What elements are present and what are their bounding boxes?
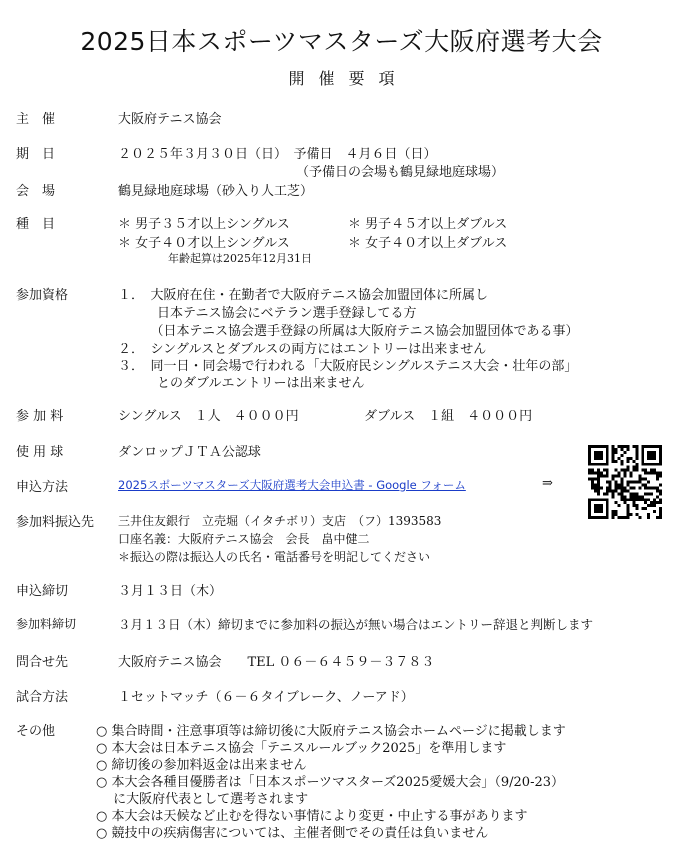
other-line: ○ 本大会各種目優勝者は「日本スポーツマスターズ2025愛媛大会」（9/20-23） — [96, 775, 565, 790]
fee-label: 参 加 料 — [16, 409, 64, 424]
organizer-value: 大阪府テニス協会 — [118, 112, 222, 127]
other-line: ○ 締切後の参加料返金は出来ません — [96, 758, 307, 773]
page-subtitle: 開催要項 — [288, 69, 409, 88]
eligibility-line: １． 大阪府在住・在勤者で大阪府テニス協会加盟団体に所属し — [118, 288, 488, 303]
event-item: ＊ 女子４０才以上ダブルス — [348, 236, 508, 251]
dates-note: （予備日の会場も鶴見緑地庭球場） — [296, 165, 505, 180]
arrow-icon: ⇒ — [542, 476, 553, 491]
format-value: １セットマッチ（６－６タイブレーク、ノーアド） — [118, 690, 414, 705]
page-title: 2025日本スポーツマスターズ大阪府選考大会 — [80, 27, 603, 56]
organizer-label: 主 催 — [16, 112, 56, 127]
deadline-label: 申込締切 — [16, 584, 69, 599]
eligibility-line: （日本テニス協会選手登録の所属は大阪府テニス協会加盟団体である事） — [118, 324, 579, 339]
other-line: ○ 本大会は天候など止むを得ない事情により変更・中止する事があります — [96, 809, 528, 824]
other-line: ○ 本大会は日本テニス協会「テニスルールブック2025」を準用します — [96, 741, 507, 756]
deadline-value: ３月１３日（木） — [118, 584, 223, 599]
ball-value: ダンロップＪＴＡ公認球 — [118, 445, 261, 460]
fee-deadline-value: ３月１３日（木）締切までに参加料の振込が無い場合はエントリー辞退と判断します — [118, 617, 594, 632]
event-item: ＊ 女子４０才以上シングルス — [118, 236, 290, 251]
venue-label: 会 場 — [16, 184, 56, 199]
eligibility-line: ２． シングルスとダブルスの両方にはエントリーは出来ません — [118, 342, 487, 357]
other-line: に大阪府代表として選考されます — [96, 792, 309, 807]
qr-code-icon[interactable] — [588, 445, 662, 519]
application-form-link[interactable]: 2025スポーツマスターズ大阪府選考大会申込書 - Google フォーム — [118, 478, 466, 492]
fee-deadline-label: 参加料締切 — [16, 617, 77, 631]
dates-value: ２０２５年３月３０日（日） 予備日 ４月６日（日） — [118, 147, 437, 162]
bank-line: ＊振込の際は振込人の氏名・電話番号を明記してください — [118, 550, 431, 564]
format-label: 試合方法 — [16, 690, 69, 705]
event-item: ＊ 男子４５才以上ダブルス — [348, 217, 508, 232]
other-line: ○ 集合時間・注意事項等は締切後に大阪府テニス協会ホームページに掲載します — [96, 724, 566, 739]
fee-singles: シングルス １人 ４０００円 — [118, 409, 299, 424]
contact-label: 問合せ先 — [16, 655, 69, 670]
events-label: 種 目 — [16, 217, 56, 232]
bank-line: 三井住友銀行 立売堀（イタチボリ）支店 （フ）1393583 — [118, 514, 442, 528]
eligibility-line: 日本テニス協会にベテラン選手登録してる方 — [118, 306, 417, 321]
events-note: 年齢起算は2025年12月31日 — [168, 252, 312, 265]
venue-value: 鶴見緑地庭球場（砂入り人工芝） — [118, 184, 314, 199]
other-line: ○ 競技中の疾病傷害については、主催者側でその責任は負いません — [96, 826, 489, 841]
apply-label: 申込方法 — [16, 480, 69, 495]
eligibility-line: とのダブルエントリーは出来ません — [118, 376, 365, 391]
dates-label: 期 日 — [16, 147, 56, 162]
bank-label: 参加料振込先 — [16, 515, 95, 530]
event-item: ＊ 男子３５才以上シングルス — [118, 217, 290, 232]
ball-label: 使 用 球 — [16, 445, 64, 460]
eligibility-line: ３． 同一日・同会場で行われる「大阪府民シングルステニス大会・壮年の部」 — [118, 359, 578, 374]
other-label: その他 — [16, 724, 56, 739]
eligibility-label: 参加資格 — [16, 288, 69, 303]
bank-line: 口座名義：大阪府テニス協会 会長 畠中健二 — [118, 532, 370, 546]
contact-value: 大阪府テニス協会 TEL ０６－６４５９－３７８３ — [118, 655, 435, 670]
fee-doubles: ダブルス １組 ４０００円 — [364, 409, 533, 424]
